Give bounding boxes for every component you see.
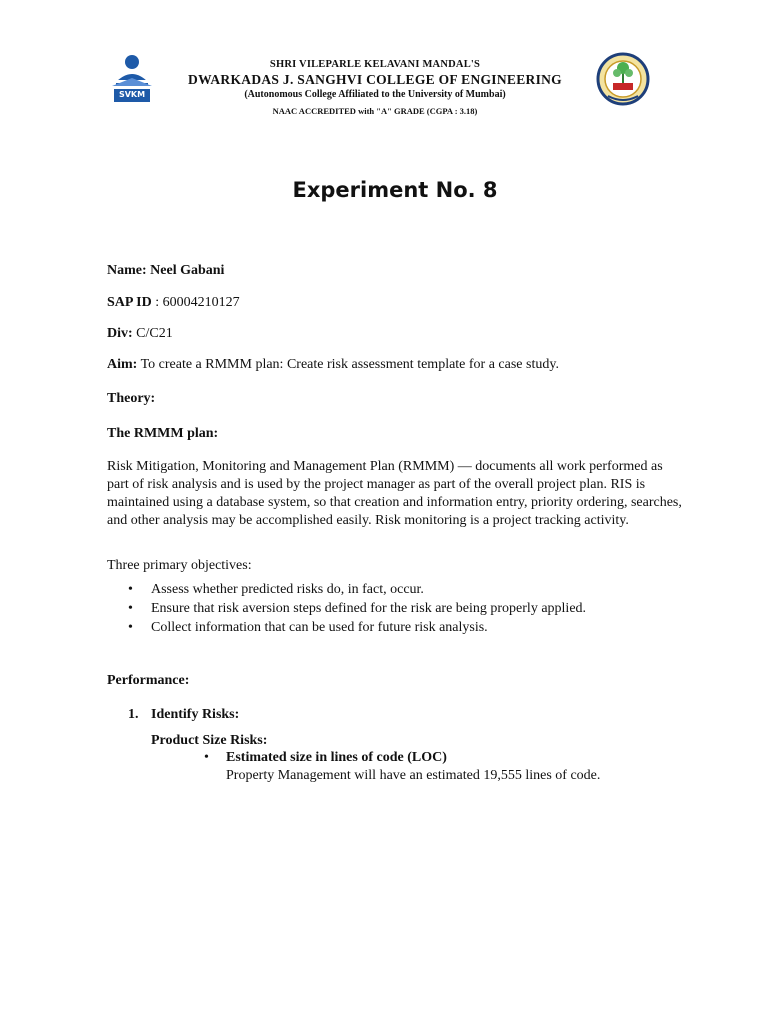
- rmmm-paragraph: Risk Mitigation, Monitoring and Management Plan (RMMM) — documents all work performed as part of risk analysis and is used by the project manager as part of the overall project plan. RIS is maintained using a database system, so that creation and information entry, priority ordering, searches, and other analysis may be accomplished easily. Risk monitoring is a project tracking activity.: [107, 459, 682, 528]
- performance-heading: Performance:: [107, 673, 190, 688]
- sap-label: SAP ID: [107, 295, 152, 310]
- theory-heading: Theory:: [107, 391, 156, 406]
- name-value: Neel Gabani: [150, 263, 225, 278]
- sap-value: : 60004210127: [155, 295, 240, 310]
- list-item: [128, 580, 586, 599]
- sap-id-row: [107, 294, 240, 312]
- list-item: [128, 618, 586, 637]
- trust-name: SHRI VILEPARLE KELAVANI MANDAL'S: [269, 59, 481, 70]
- letterhead: [0, 0, 768, 130]
- item-label: Identify Risks:: [151, 707, 240, 722]
- name-row: [107, 262, 224, 280]
- aim-row: [107, 356, 559, 374]
- objective-text: Collect information that can be used for future risk analysis.: [151, 620, 488, 635]
- name-label: Name:: [107, 263, 147, 278]
- college-crest-icon: [596, 52, 650, 106]
- objectives-list: [128, 580, 586, 637]
- loc-bullet-title: Estimated size in lines of code (LOC): [226, 750, 447, 765]
- numbered-item: [128, 706, 239, 724]
- accreditation-line: NAAC ACCREDITED with "A" GRADE (CGPA : 3.18): [272, 106, 478, 116]
- div-row: [107, 325, 173, 343]
- objective-text: Assess whether predicted risks do, in fact, occur.: [151, 582, 424, 597]
- page-title: Experiment No. 8: [292, 178, 498, 202]
- list-item: [128, 599, 586, 618]
- aim-label: Aim:: [107, 357, 138, 372]
- svkm-logo-icon: [110, 52, 154, 104]
- loc-bullet: [204, 749, 600, 785]
- aim-value: To create a RMMM plan: Create risk assessment template for a case study.: [140, 357, 559, 372]
- bullet-icon: •: [204, 750, 209, 765]
- bullet-icon: •: [128, 620, 133, 635]
- objective-text: Ensure that risk aversion steps defined for the risk are being properly applied.: [151, 601, 587, 616]
- college-name: DWARKADAS J. SANGHVI COLLEGE OF ENGINEERING: [188, 72, 562, 87]
- bullet-icon: •: [128, 582, 133, 597]
- product-size-risks-heading: Product Size Risks:: [151, 733, 268, 748]
- bullet-icon: •: [128, 601, 133, 616]
- college-header-text: [160, 58, 590, 118]
- div-label: Div:: [107, 326, 133, 341]
- svkm-logo-text: SVKM: [118, 90, 146, 99]
- objectives-intro: Three primary objectives:: [107, 558, 252, 573]
- div-value: C/C21: [136, 326, 173, 341]
- rmmm-subheading: The RMMM plan:: [107, 426, 219, 441]
- loc-bullet-text: Property Management will have an estimated 19,555 lines of code.: [226, 768, 601, 783]
- affiliation-line: (Autonomous College Affiliated to the University of Mumbai): [244, 89, 506, 100]
- item-number: 1.: [128, 707, 139, 722]
